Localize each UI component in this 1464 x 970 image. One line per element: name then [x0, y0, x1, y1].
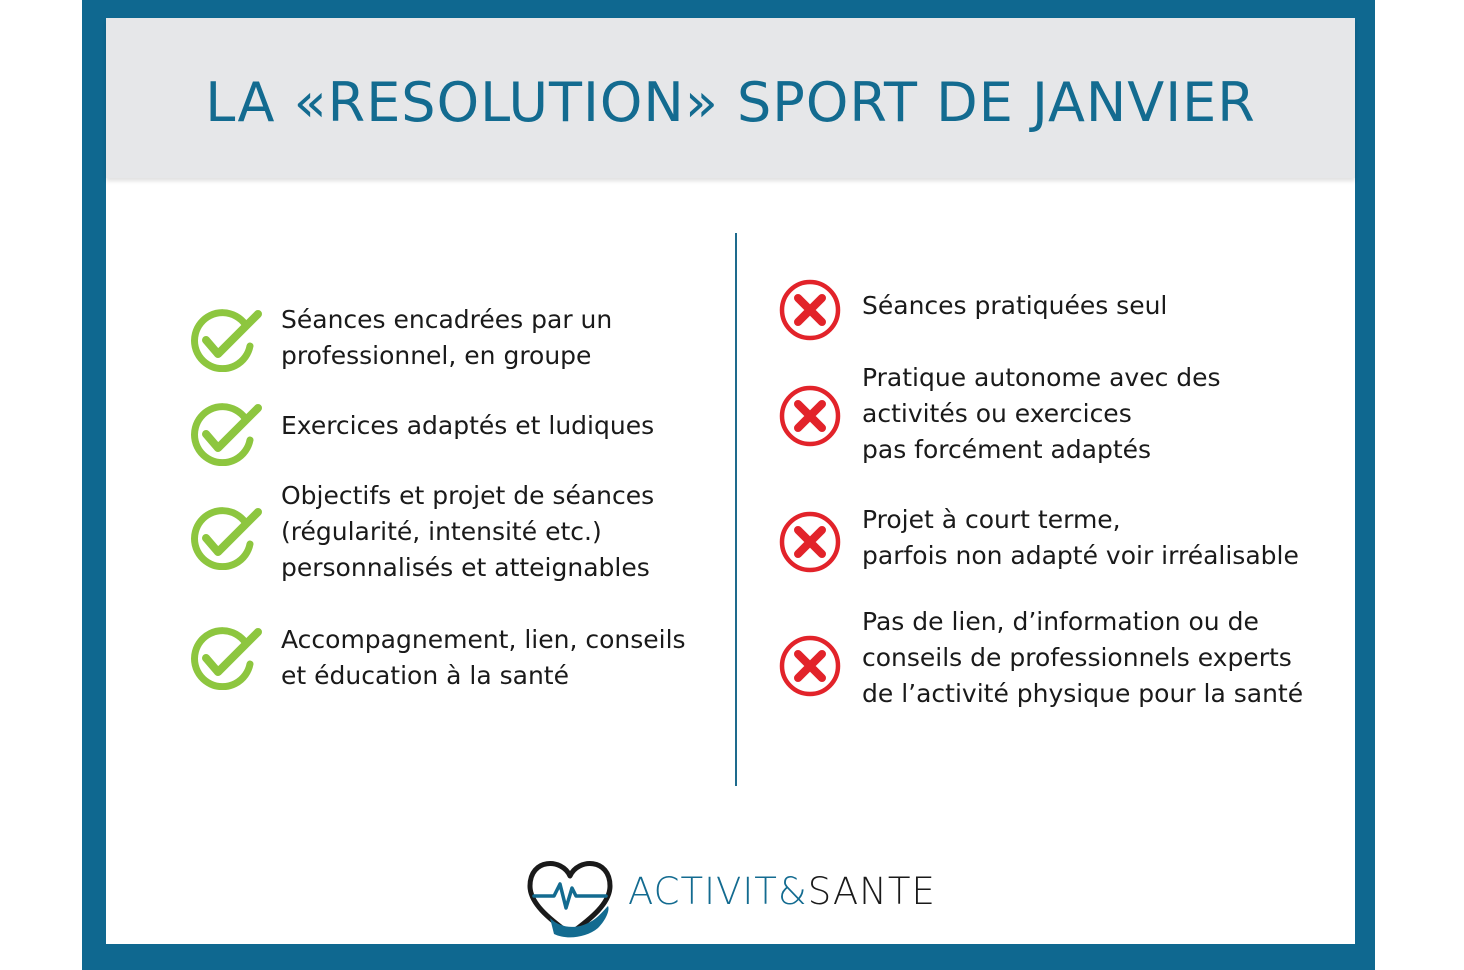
- item-line: parfois non adapté voir irréalisable: [862, 541, 1299, 570]
- item-line: personnalisés et atteignables: [281, 553, 650, 582]
- check-icon: [190, 626, 262, 690]
- item-line: professionnel, en groupe: [281, 341, 592, 370]
- cross-icon: [778, 634, 842, 698]
- cross-icon: [778, 384, 842, 448]
- item-line: Accompagnement, lien, conseils: [281, 625, 686, 654]
- check-icon: [190, 506, 262, 570]
- item-line: Pratique autonome avec des: [862, 363, 1221, 392]
- item-line: Séances encadrées par un: [281, 305, 613, 334]
- item-line: Projet à court terme,: [862, 505, 1121, 534]
- header-banner: [106, 18, 1355, 178]
- brand-name-part1: ACTIVIT&: [628, 870, 808, 913]
- card: [106, 18, 1355, 944]
- item-line: pas forcément adaptés: [862, 435, 1152, 464]
- column-divider: [735, 233, 737, 786]
- item-line: Exercices adaptés et ludiques: [281, 411, 655, 440]
- brand-name-part2: SANTE: [807, 870, 936, 913]
- item-line: Séances pratiquées seul: [862, 291, 1168, 320]
- cross-icon: [778, 278, 842, 342]
- brand-name: [628, 870, 936, 913]
- item-line: conseils de professionnels experts: [862, 643, 1292, 672]
- check-icon: [190, 402, 262, 466]
- item-line: Pas de lien, d’information ou de: [862, 607, 1259, 636]
- item-line: et éducation à la santé: [281, 661, 569, 690]
- heart-hand-icon: [520, 848, 620, 948]
- page-title: LA «RESOLUTION» SPORT DE JANVIER: [205, 71, 1256, 134]
- check-icon: [190, 308, 262, 372]
- item-line: (régularité, intensité etc.): [281, 517, 602, 546]
- item-line: de l’activité physique pour la santé: [862, 679, 1304, 708]
- item-line: Objectifs et projet de séances: [281, 481, 655, 510]
- brand-logo: [520, 848, 940, 948]
- cross-icon: [778, 510, 842, 574]
- item-line: activités ou exercices: [862, 399, 1132, 428]
